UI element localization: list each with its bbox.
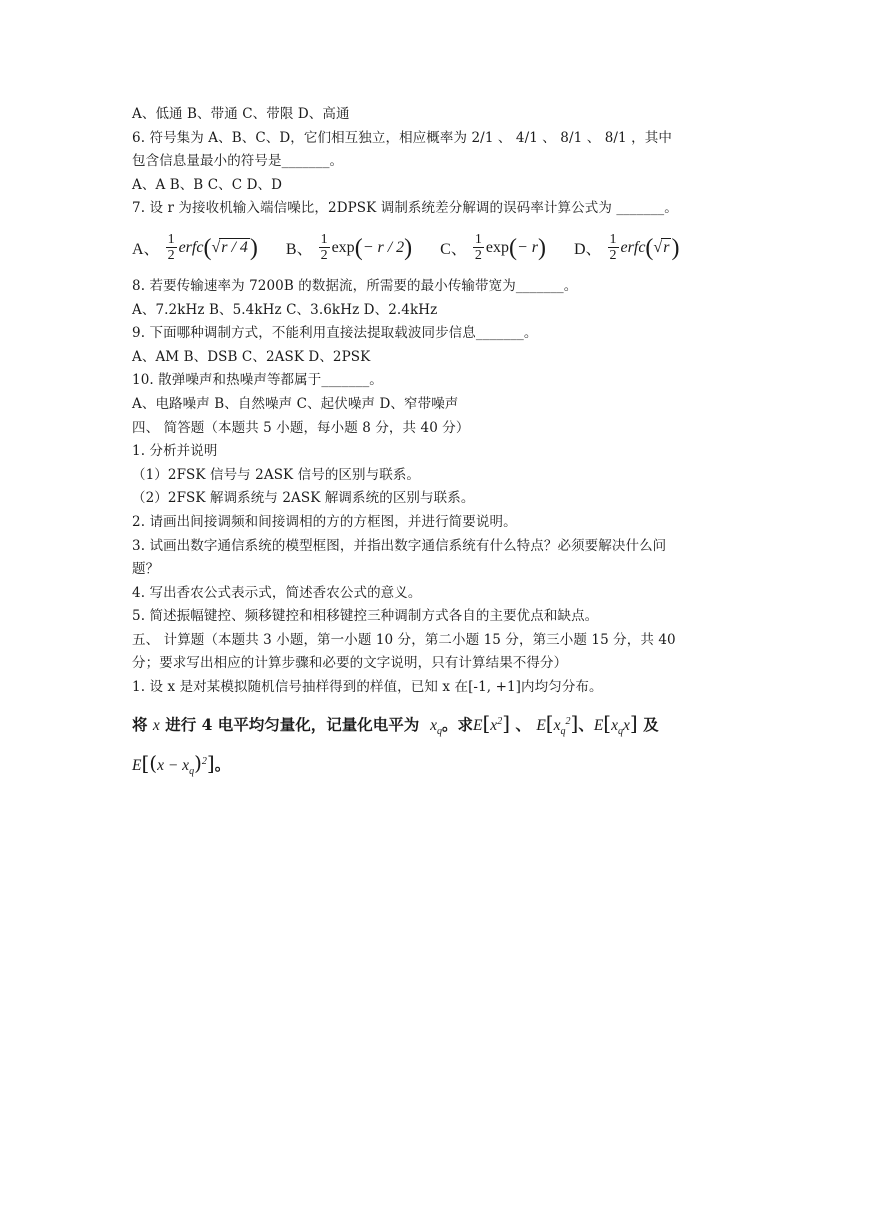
short-q2: 2. 请画出间接调频和间接调相的方的方框图，并进行简要说明。 bbox=[132, 513, 517, 530]
q7-option-b: B、 $\frac{1}{2}$ exp ( − r / 2 ) bbox=[285, 232, 413, 264]
q8-options: A、7.2kHz B、5.4kHz C、3.6kHz D、2.4kHz bbox=[132, 301, 438, 318]
calc-q1: 1. 设 x 是对某模拟随机信号抽样得到的样值，已知 x 在[-1, +1]内均匀分布。 bbox=[132, 679, 603, 696]
half-fraction: $\frac{1}{2}$ bbox=[474, 232, 482, 264]
short-q3: 3. 试画出数字通信系统的模型框图，并指出数字通信系统有什么特点？必须要解决什么问 bbox=[132, 537, 667, 554]
section-5-heading-cont: 分；要求写出相应的计算步骤和必要的文字说明，只有计算结果不得分） bbox=[132, 655, 568, 672]
q9-options: A、AM B、DSB C、2ASK D、2PSK bbox=[132, 348, 371, 365]
section-5-heading: 五、 计算题（本题共 3 小题，第一小题 10 分，第二小题 15 分，第三小题 15 分，共 40 bbox=[132, 631, 676, 648]
q7-formula-options bbox=[132, 225, 738, 271]
short-q5: 5. 简述振幅键控、频移键控和相移键控三种调制方式各自的主要优点和缺点。 bbox=[132, 608, 599, 625]
q7-option-d: D、 $\frac{1}{2}$ erfc ( √ r ) bbox=[573, 232, 680, 264]
q9-text: 9. 下面哪种调制方式，不能利用直接法提取载波同步信息_______。 bbox=[132, 325, 538, 342]
q6-options: A、A B、B C、C D、D bbox=[132, 176, 283, 193]
half-fraction: $\frac{1}{2}$ bbox=[320, 232, 328, 264]
q7-option-a: A、 $\frac{1}{2}$ erfc ( √ r / 4 ) bbox=[132, 232, 258, 264]
short-q1: 1. 分析并说明 bbox=[132, 443, 218, 460]
half-fraction: $\frac{1}{2}$ bbox=[167, 232, 175, 264]
q10-text: 10. 散弹噪声和热噪声等都属于_______。 bbox=[132, 372, 383, 389]
q7-option-c: C、 $\frac{1}{2}$ exp ( − r ) bbox=[440, 232, 546, 264]
short-q3-cont: 题？ bbox=[132, 561, 160, 578]
calc-q1-formula-line1: 将 x 进行 4 电平均匀量化，记量化电平为 $x_q$。求$E[x^2]$ 、 $E[x_q^2]$、$E[x_qx]$ 及 bbox=[132, 710, 659, 737]
q7-text: 7. 设 r 为接收机输入端信噪比，2DPSK 调制系统差分解调的误码率计算公式为 _______。 bbox=[132, 200, 678, 217]
xq-symbol: $x_q$ bbox=[430, 716, 442, 737]
document-page bbox=[132, 103, 738, 779]
q8-text: 8. 若要传输速率为 7200B 的数据流，所需要的最小传输带宽为_______。 bbox=[132, 277, 578, 294]
short-q1-part1: （1）2FSK 信号与 2ASK 信号的区别与联系。 bbox=[132, 466, 421, 483]
q10-options: A、电路噪声 B、自然噪声 C、起伏噪声 D、窄带噪声 bbox=[132, 395, 459, 412]
short-q4: 4. 写出香农公式表示式，简述香农公式的意义。 bbox=[132, 584, 422, 601]
q5-options: A、低通 B、带通 C、带限 D、高通 bbox=[132, 106, 350, 122]
q6-text: 6. 符号集为 A、B、C、D，它们相互独立，相应概率为 2/1 、 4/1 、 8/1 、 8/1 ，其中 bbox=[132, 129, 672, 146]
section-4-heading: 四、 简答题（本题共 5 小题，每小题 8 分，共 40 分） bbox=[132, 419, 470, 436]
q6-text-cont: 包含信息量最小的符号是_______。 bbox=[132, 153, 344, 170]
calc-q1-formula-line2: $E[(x - x_q)^2]$。 bbox=[132, 750, 231, 777]
short-q1-part2: （2）2FSK 解调系统与 2ASK 解调系统的区别与联系。 bbox=[132, 490, 475, 507]
half-fraction: $\frac{1}{2}$ bbox=[609, 232, 617, 264]
